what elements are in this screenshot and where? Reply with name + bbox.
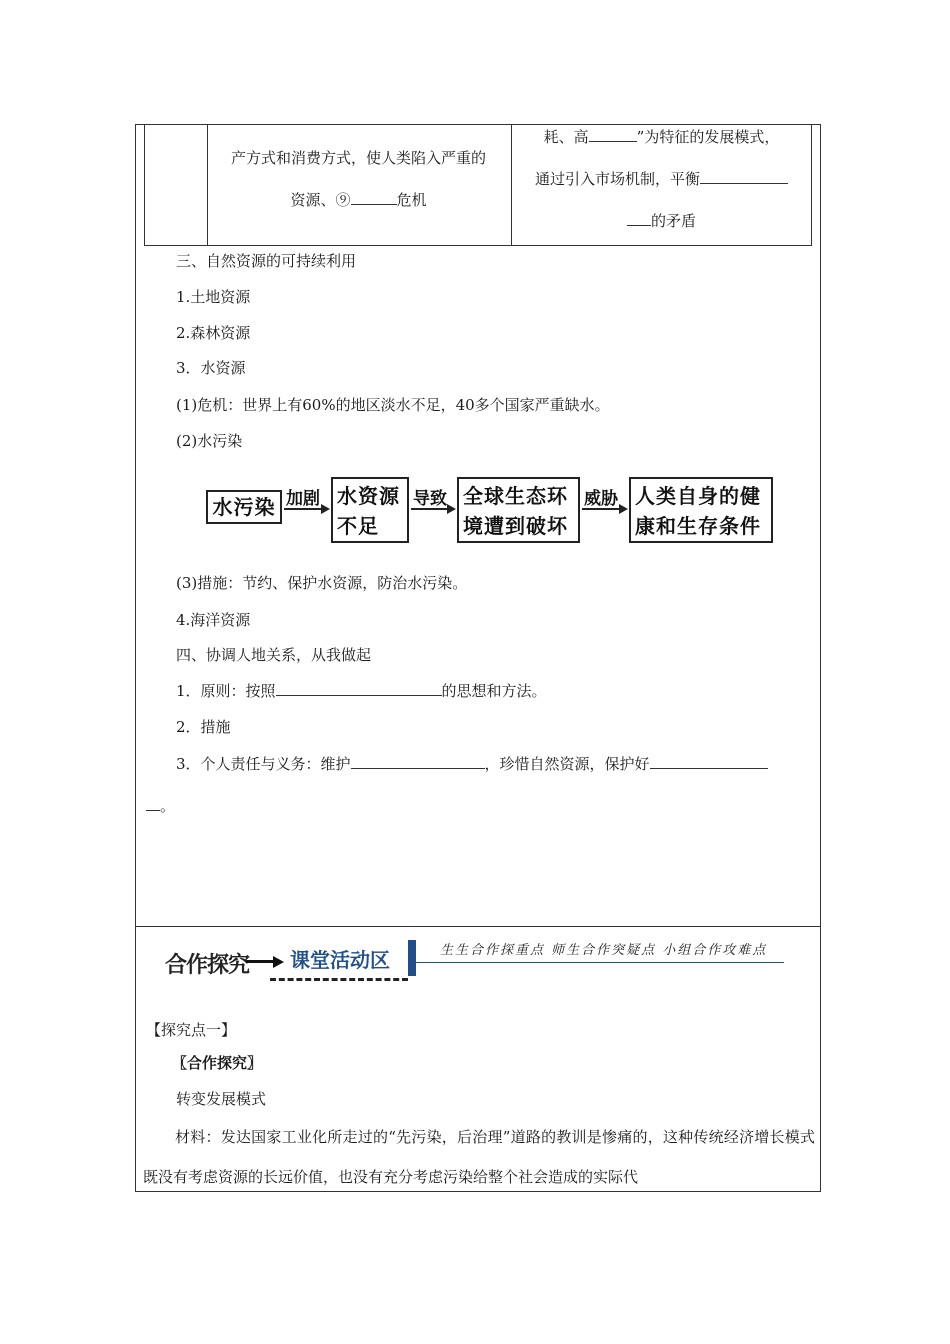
flow-node: 水污染 [206, 490, 282, 524]
banner-slogan: 生生合作探重点 师生合作突疑点 小组合作攻难点 [440, 943, 768, 958]
flow-edge-label: 威胁 [584, 489, 618, 509]
table-cell-right [511, 116, 812, 242]
list-item: 1．原则：按照 的思想和方法。 [176, 682, 547, 700]
banner-logo-text: 合作探究 [165, 953, 250, 978]
list-item: (3)措施：节约、保护水资源，防治水污染。 [176, 574, 468, 592]
coop-label: 〖合作探究〗 [172, 1054, 263, 1072]
flow-arrow [284, 508, 328, 510]
material-paragraph: 材料：发达国家工业化所走过的“先污染，后治理”道路的教训是惨痛的，这种传统经济增长模式既没有考虑资源的长远价值，也没有充分考虑污染给整个社会造成的实际代 [143, 1128, 815, 1186]
list-item: (1)危机：世界上有60%的地区淡水不足，40多个国家严重缺水。 [176, 396, 610, 414]
list-item: 4.海洋资源 [176, 611, 251, 629]
banner-bar [408, 940, 416, 976]
list-item: 3．水资源 [176, 359, 246, 377]
list-item: (2)水污染 [176, 432, 243, 450]
flow-node: 人类自身的健 康和生存条件 [629, 477, 773, 543]
flow-arrow [582, 508, 626, 510]
flow-edge-label: 导致 [413, 489, 447, 509]
table-text: 产方式和消费方式，使人类陷入严重的 [230, 149, 486, 167]
list-item: 1.土地资源 [176, 288, 251, 306]
banner-title: 课堂活动区 [290, 948, 390, 972]
section-heading: 三、自然资源的可持续利用 [176, 252, 357, 270]
table-text: 资源、⑨ 危机 [290, 191, 427, 209]
table-text: 耗、高 ”为特征的发展模式， [543, 128, 780, 146]
flow-edge-label: 加剧 [286, 489, 320, 509]
list-item: 2．措施 [176, 718, 231, 736]
flow-node: 水资源 不足 [331, 477, 409, 543]
table-text: 通过引入市场机制，平衡 [511, 158, 812, 200]
list-item-continuation: 。 [146, 795, 175, 816]
flow-node: 全球生态环 境遭到破坏 [457, 477, 580, 543]
table-cell-middle [207, 137, 510, 221]
table-text: 的矛盾 [511, 200, 812, 242]
list-item: 3．个人责任与义务：维护 ，珍惜自然资源，保护好 [176, 753, 768, 774]
section-divider [135, 926, 821, 927]
topic-title: 转变发展模式 [176, 1090, 267, 1108]
section-heading: 四、协调人地关系，从我做起 [176, 646, 372, 664]
arrow-right-icon [246, 960, 280, 963]
list-item: 2.森林资源 [176, 324, 251, 342]
flow-arrow [411, 508, 454, 510]
explore-point-label: 【探究点一】 [146, 1021, 237, 1039]
banner-rule [416, 962, 784, 963]
dash-decoration [270, 978, 408, 981]
